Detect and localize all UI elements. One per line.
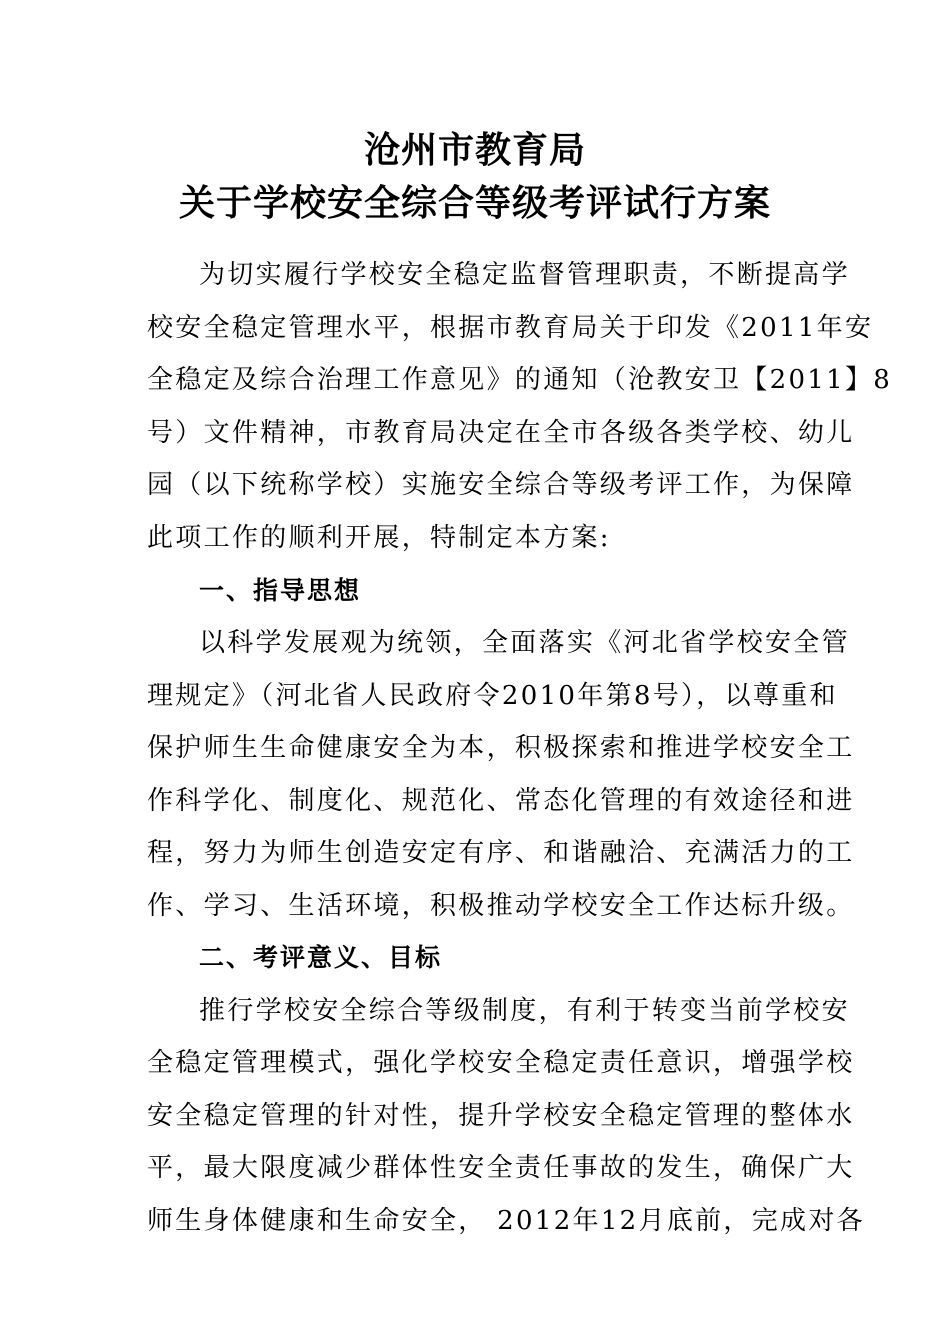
section-1-heading: 一、指导思想 (199, 576, 362, 605)
intro-line-6: 此项工作的顺利开展，特制定本方案: (147, 523, 611, 553)
document-title-line-1: 沧州市教育局 (363, 130, 586, 171)
section-2-line-3: 安全稳定管理的针对性，提升学校安全稳定管理的整体水 (147, 1101, 855, 1131)
section-1-line-3: 保护师生生命健康安全为本，积极探索和推进学校安全工 (147, 733, 855, 763)
intro-line-2: 校安全稳定管理水平，根据市教育局关于印发《2011年安 (147, 313, 874, 343)
intro-line-4: 号）文件精神，市教育局决定在全市各级各类学校、幼儿 (147, 418, 855, 448)
section-1-line-5: 程，努力为师生创造安定有序、和谐融洽、充满活力的工 (147, 838, 855, 868)
section-2-line-2: 全稳定管理模式，强化学校安全稳定责任意识，增强学校 (147, 1048, 855, 1078)
section-1-line-2: 理规定》（河北省人民政府令2010年第8号），以尊重和 (147, 681, 838, 711)
section-1-line-1: 以科学发展观为统领，全面落实《河北省学校安全管 (199, 628, 850, 658)
intro-line-1: 为切实履行学校安全稳定监督管理职责，不断提高学 (199, 260, 850, 290)
section-1-line-6: 作、学习、生活环境，积极推动学校安全工作达标升级。 (147, 891, 855, 921)
intro-line-5: 园（以下统称学校）实施安全综合等级考评工作，为保障 (147, 470, 855, 500)
section-1-line-4: 作科学化、制度化、规范化、常态化管理的有效途径和进 (147, 786, 855, 816)
intro-line-3: 全稳定及综合治理工作意见》的通知（沧教安卫【2011】8 (147, 365, 893, 395)
section-2-line-5: 师生身体健康和生命安全， 2012年12月底前，完成对各 (147, 1206, 865, 1236)
section-2-heading: 二、考评意义、目标 (199, 943, 443, 972)
document-title-line-2: 关于学校安全综合等级考评试行方案 (178, 183, 771, 224)
section-2-line-4: 平，最大限度减少群体性安全责任事故的发生，确保广大 (147, 1153, 855, 1183)
section-2-line-1: 推行学校安全综合等级制度，有利于转变当前学校安 (199, 996, 850, 1026)
